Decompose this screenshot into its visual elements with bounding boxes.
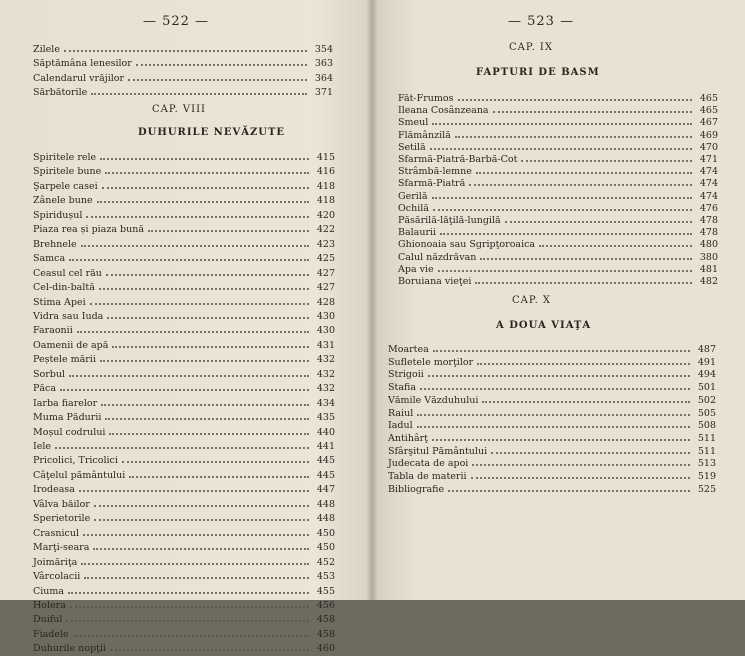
toc-entry-page: 380 — [699, 251, 718, 263]
toc-entry-title: Strâmbă-lemne — [398, 166, 472, 178]
dot-leader — [505, 221, 692, 223]
toc-entry — [33, 556, 335, 570]
dot-leader — [97, 201, 309, 203]
toc-entry — [33, 426, 335, 440]
dot-leader — [70, 606, 309, 608]
dot-leader — [475, 282, 692, 284]
toc-entry-title: Sperietorile — [33, 513, 91, 525]
dot-leader — [90, 303, 309, 305]
toc-entry — [33, 57, 333, 71]
dot-leader — [100, 158, 309, 160]
dot-leader — [472, 464, 690, 466]
dot-leader — [60, 389, 309, 391]
toc-entry-title: Raiul — [388, 407, 414, 419]
toc-entry-title: Moartea — [388, 344, 429, 355]
toc-entry-title: Duiful — [33, 614, 63, 626]
toc-entry — [33, 180, 335, 194]
toc-entry-title: Moșul codrului — [33, 426, 106, 438]
dot-leader — [455, 136, 692, 138]
toc-entry-page: 474 — [699, 166, 718, 178]
toc-entry-page: 422 — [316, 224, 335, 236]
toc-entry — [398, 275, 718, 289]
dot-leader — [417, 426, 690, 428]
toc-entry — [33, 454, 335, 468]
toc-entry-page: 364 — [314, 72, 333, 84]
chapter-heading: CAP. X — [512, 295, 552, 306]
toc-entry — [33, 397, 335, 411]
dot-leader — [128, 79, 307, 81]
toc-entry-title: Ghionoaia sau Sgripţoroaica — [398, 239, 536, 251]
toc-entry-title: Ceasul cel rău — [33, 267, 102, 279]
toc-entry-page: 476 — [699, 202, 718, 214]
dot-leader — [69, 375, 309, 377]
toc-entry-page: 445 — [316, 469, 335, 481]
dot-leader — [100, 360, 309, 362]
toc-entry — [33, 541, 335, 555]
toc-entry-title: Piaza rea și piaza bună — [33, 224, 145, 236]
dot-leader — [148, 230, 309, 232]
dot-leader — [428, 375, 690, 377]
section-title: FAPTURI DE BASM — [476, 67, 600, 78]
dot-leader — [93, 548, 309, 550]
toc-entry-page: 440 — [316, 426, 335, 438]
toc-entry — [33, 599, 335, 613]
dot-leader — [471, 477, 690, 479]
dot-leader — [112, 346, 309, 348]
toc-entry-page: 519 — [697, 471, 716, 482]
dot-leader — [136, 64, 307, 66]
dot-leader — [106, 274, 309, 276]
toc-entry — [33, 281, 335, 295]
toc-entry — [33, 310, 335, 324]
dot-leader — [81, 245, 309, 247]
toc-entry-page: 501 — [697, 382, 716, 394]
toc-entry-page: 469 — [699, 129, 718, 141]
dot-leader — [433, 209, 692, 211]
toc-entry-page: 432 — [316, 368, 335, 380]
toc-entry — [33, 72, 333, 86]
toc-entry — [33, 585, 335, 599]
dot-leader — [83, 534, 309, 536]
toc-entry-title: Sorbul — [33, 368, 66, 380]
toc-entry — [33, 628, 335, 642]
toc-entry-title: Stima Apei — [33, 296, 86, 308]
toc-entry-title: Setilă — [398, 141, 426, 153]
toc-entry-page: 430 — [316, 310, 335, 322]
toc-entry-title: Stafia — [388, 382, 416, 394]
toc-entry-page: 487 — [697, 344, 716, 355]
toc-entry-title: Crasnicul — [33, 527, 79, 539]
page-number: — 523 — — [508, 14, 575, 29]
dot-leader — [64, 50, 307, 52]
toc-entry — [33, 411, 335, 425]
toc-entry-page: 491 — [697, 356, 716, 368]
dot-leader — [122, 461, 309, 463]
toc-entry — [33, 296, 335, 310]
toc-entry — [33, 382, 335, 396]
toc-entry — [33, 642, 335, 656]
toc-entry — [33, 527, 335, 541]
toc-entry-page: 418 — [316, 180, 335, 192]
dot-leader — [432, 123, 692, 125]
toc-entry-title: Antihârţ — [388, 432, 428, 444]
dot-leader — [521, 160, 692, 162]
toc-entry — [33, 512, 335, 526]
toc-entry-title: Ileana Cosânzeana — [398, 105, 489, 117]
dot-leader — [94, 519, 309, 521]
toc-entry-title: Tabla de materii — [388, 471, 467, 482]
toc-entry-title: Păca — [33, 383, 57, 395]
dot-leader — [438, 270, 692, 272]
toc-entry-title: Boruiana vieţei — [398, 276, 472, 287]
dot-leader — [491, 452, 690, 454]
toc-entry-page: 445 — [316, 455, 335, 467]
toc-entry-title: Duhurile nopţii — [33, 643, 107, 655]
dot-leader — [69, 259, 309, 261]
toc-entry-page: 471 — [699, 154, 718, 165]
toc-entry-page: 416 — [316, 166, 335, 178]
page-number: — 522 — — [143, 14, 210, 29]
toc-entry-page: 465 — [699, 105, 718, 117]
dot-leader — [129, 476, 309, 478]
toc-entry-page: 427 — [316, 267, 335, 279]
toc-entry-page: 505 — [697, 407, 716, 419]
dot-leader — [417, 414, 690, 416]
toc-entry-page: 418 — [316, 195, 335, 207]
left-page — [0, 0, 372, 655]
toc-entry-title: Peștele mării — [33, 354, 96, 366]
toc-entry-title: Şarpele casei — [33, 180, 98, 192]
dot-leader — [107, 317, 309, 319]
toc-entry-title: Muma Pădurii — [33, 412, 102, 424]
toc-entry-page: 425 — [316, 253, 335, 265]
toc-entry — [33, 86, 333, 100]
dot-leader — [105, 418, 309, 420]
toc-entry — [33, 165, 335, 179]
dot-leader — [432, 439, 690, 441]
toc-entry-title: Joimăriţa — [33, 556, 78, 568]
dot-leader — [77, 331, 309, 333]
dot-leader — [81, 563, 309, 565]
toc-entry-title: Irodeasa — [33, 484, 75, 496]
toc-entry-title: Apa vie — [398, 263, 434, 275]
toc-entry-page: 450 — [316, 527, 335, 539]
dot-leader — [539, 245, 692, 247]
toc-entry-page: 354 — [314, 44, 333, 55]
toc-entry-page: 478 — [699, 227, 718, 239]
toc-entry-page: 470 — [699, 141, 718, 153]
toc-entry — [33, 339, 335, 353]
toc-entry-page: 478 — [699, 215, 718, 226]
toc-entry — [33, 613, 335, 627]
toc-entry-page: 465 — [699, 93, 718, 104]
book-gutter — [366, 0, 378, 600]
toc-entry-page: 441 — [316, 441, 335, 452]
toc-entry-title: Sfarmă-Piatră — [398, 178, 466, 190]
toc-entry-title: Păsărilă-lăţilă-lungilă — [398, 215, 501, 226]
toc-entry-page: 434 — [316, 397, 335, 409]
toc-entry-title: Spiritele bune — [33, 166, 102, 178]
chapter-heading: CAP. IX — [509, 42, 554, 53]
toc-entry-page: 467 — [699, 117, 718, 129]
toc-entry-page: 453 — [316, 571, 335, 583]
toc-entry-page: 430 — [316, 325, 335, 337]
toc-entry — [33, 151, 335, 165]
toc-entry-title: Judecata de apoi — [388, 458, 469, 470]
dot-leader — [469, 184, 692, 186]
dot-leader — [110, 649, 309, 651]
toc-entry-page: 480 — [699, 239, 718, 251]
dot-leader — [79, 490, 309, 492]
toc-entry-title: Ochilă — [398, 202, 429, 214]
toc-entry-page: 474 — [699, 178, 718, 190]
toc-entry-page: 450 — [316, 542, 335, 554]
section-title: DUHURILE NEVĂZUTE — [138, 127, 286, 138]
toc-entry — [33, 223, 335, 237]
toc-entry-page: 432 — [316, 354, 335, 366]
toc-entry-page: 502 — [697, 394, 716, 406]
toc-entry-page: 481 — [699, 263, 718, 275]
toc-entry-page: 448 — [316, 513, 335, 525]
toc-entry-page: 474 — [699, 190, 718, 202]
toc-entry — [33, 238, 335, 252]
dot-leader — [91, 93, 307, 95]
toc-entry-page: 427 — [316, 282, 335, 294]
dot-leader — [458, 99, 693, 101]
toc-entry-page: 482 — [699, 276, 718, 287]
toc-entry-page: 511 — [697, 432, 716, 444]
dot-leader — [101, 404, 309, 406]
toc-entry-page: 435 — [316, 412, 335, 424]
toc-entry-title: Spiritele rele — [33, 152, 97, 163]
toc-entry-page: 415 — [316, 152, 335, 163]
toc-entry-title: Calendarul vrăjilor — [33, 72, 125, 84]
toc-entry — [33, 267, 335, 281]
toc-entry-title: Săptămâna lenesilor — [33, 58, 132, 70]
toc-entry-title: Calul năzdrăvan — [398, 251, 477, 263]
toc-entry-title: Câţelul pământului — [33, 469, 126, 481]
toc-entry-title: Faraonii — [33, 325, 73, 337]
toc-entry-title: Oamenii de apă — [33, 339, 109, 351]
toc-entry — [33, 469, 335, 483]
toc-entry-page: 420 — [316, 209, 335, 221]
toc-entry-title: Samca — [33, 253, 66, 265]
toc-entry-page: 455 — [316, 585, 335, 597]
toc-entry-title: Ciuma — [33, 585, 65, 597]
dot-leader — [476, 172, 692, 174]
toc-entry-title: Holera — [33, 599, 66, 611]
dot-leader — [477, 363, 690, 365]
dot-leader — [66, 620, 309, 622]
toc-entry-page: 452 — [316, 556, 335, 568]
dot-leader — [55, 447, 309, 449]
dot-leader — [109, 433, 309, 435]
toc-entry-page: 508 — [697, 420, 716, 432]
dot-leader — [86, 216, 309, 218]
toc-entry — [33, 440, 335, 454]
toc-entry-page: 513 — [697, 458, 716, 470]
toc-entry — [388, 483, 716, 497]
dot-leader — [94, 505, 309, 507]
toc-entry-page: 363 — [314, 58, 333, 70]
toc-entry-title: Fiadele — [33, 628, 69, 640]
toc-entry-page: 525 — [697, 483, 716, 495]
dot-leader — [440, 233, 692, 235]
dot-leader — [84, 577, 309, 579]
toc-entry — [33, 368, 335, 382]
dot-leader — [102, 187, 309, 189]
dot-leader — [105, 172, 309, 174]
toc-entry-title: Brehnele — [33, 238, 77, 250]
toc-entry-title: Făt-Frumos — [398, 93, 454, 104]
chapter-heading: CAP. VIII — [152, 104, 207, 115]
toc-entry — [33, 353, 335, 367]
toc-entry-page: 423 — [316, 238, 335, 250]
toc-entry-page: 371 — [314, 86, 333, 98]
toc-entry-page: 432 — [316, 383, 335, 395]
toc-entry-title: Pricolici, Tricolici — [33, 455, 118, 467]
right-page — [372, 0, 745, 600]
toc-entry-page: 456 — [316, 599, 335, 611]
toc-entry — [33, 209, 335, 223]
toc-entry-page: 448 — [316, 498, 335, 510]
dot-leader — [480, 258, 692, 260]
dot-leader — [430, 148, 692, 150]
toc-entry-title: Gerilă — [398, 190, 428, 202]
toc-entry — [33, 252, 335, 266]
toc-entry — [33, 570, 335, 584]
toc-entry — [33, 194, 335, 208]
toc-entry-title: Sfarmă-Piatră-Barbă-Cot — [398, 154, 518, 165]
toc-entry-title: Smeul — [398, 117, 429, 129]
toc-entry-title: Sufletele morţilor — [388, 356, 474, 368]
dot-leader — [482, 401, 690, 403]
toc-entry-title: Marţi-seara — [33, 542, 90, 554]
toc-entry-title: Vidra sau Iuda — [33, 310, 104, 322]
toc-entry-page: 447 — [316, 484, 335, 496]
dot-leader — [73, 635, 309, 637]
toc-entry-title: Zilele — [33, 44, 60, 55]
dot-leader — [432, 197, 693, 199]
toc-entry-title: Iele — [33, 441, 52, 452]
toc-entry-title: Iadul — [388, 420, 413, 432]
toc-entry — [33, 483, 335, 497]
toc-entry-title: Vămile Văzduhului — [388, 394, 479, 406]
toc-entry-page: 428 — [316, 296, 335, 308]
toc-entry-title: Sfârşitul Pământului — [388, 445, 488, 457]
toc-entry-page: 460 — [316, 643, 335, 655]
toc-entry-title: Vâlva băilor — [33, 498, 90, 510]
toc-entry-title: Bibliografie — [388, 483, 445, 495]
toc-entry-title: Balaurii — [398, 227, 437, 239]
toc-entry — [33, 324, 335, 338]
toc-entry-page: 431 — [316, 339, 335, 351]
toc-entry-title: Strigoii — [388, 369, 424, 381]
section-title: A DOUA VIAŢA — [496, 320, 592, 331]
dot-leader — [433, 350, 690, 352]
dot-leader — [99, 288, 309, 290]
toc-entry — [33, 43, 333, 57]
toc-entry-title: Iarba fiarelor — [33, 397, 98, 409]
toc-entry — [33, 498, 335, 512]
dot-leader — [68, 592, 309, 594]
toc-entry-title: Spiridușul — [33, 209, 83, 221]
dot-leader — [420, 388, 690, 390]
toc-entry-title: Cel-din-baltă — [33, 282, 95, 294]
toc-entry-page: 494 — [697, 369, 716, 381]
dot-leader — [493, 111, 692, 113]
toc-entry-page: 458 — [316, 628, 335, 640]
toc-entry-title: Zânele bune — [33, 195, 93, 207]
toc-entry-title: Sărbătorile — [33, 86, 88, 98]
toc-entry-page: 458 — [316, 614, 335, 626]
toc-entry-title: Flămânzilă — [398, 129, 451, 141]
dot-leader — [448, 490, 690, 492]
toc-entry-title: Vârcolacii — [33, 571, 81, 583]
toc-entry-page: 511 — [697, 445, 716, 457]
